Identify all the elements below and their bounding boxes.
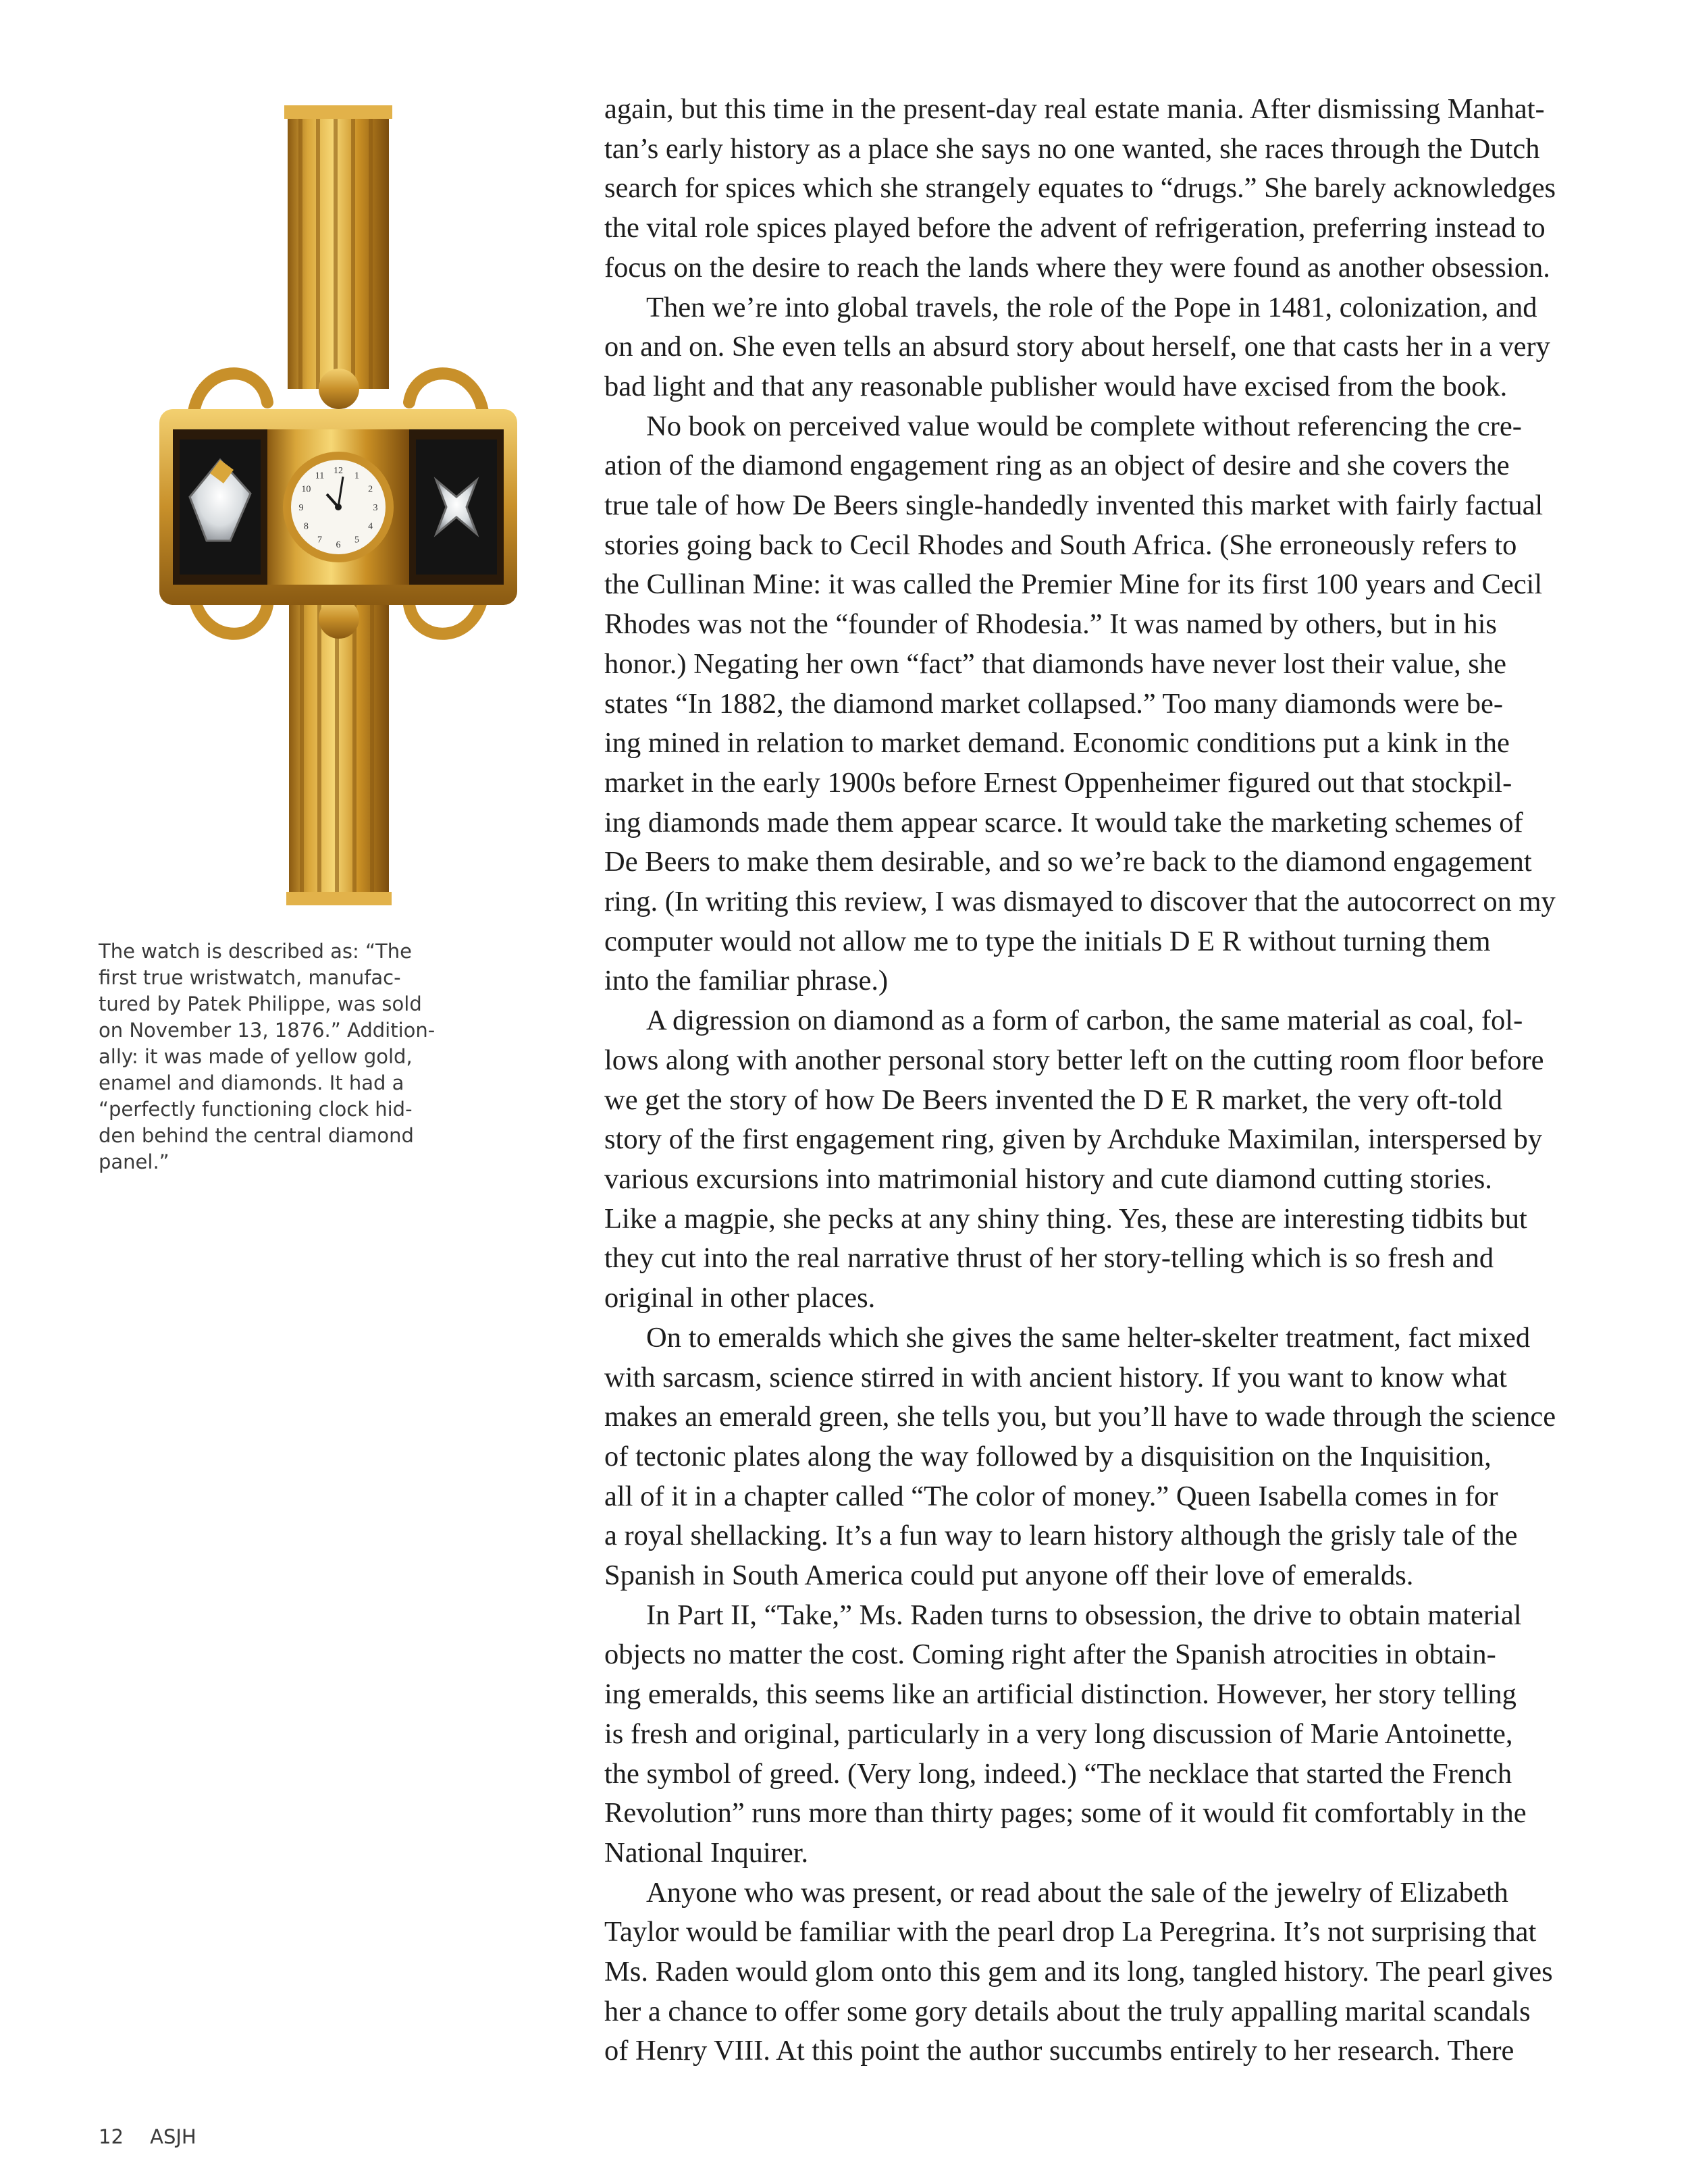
caption-line: The watch is described as: “The (99, 940, 412, 963)
body-line: bad light and that any reasonable publisher would have excised from the book. (604, 370, 1508, 402)
paragraph-first-line: Then we’re into global travels, the role of the Pope in 1481, colonization, and (646, 291, 1537, 323)
body-line: again, but this time in the present-day real estate mania. After dismissing Manhat- (604, 93, 1545, 125)
body-line: tan’s early history as a place she says no one wanted, she races through the Dutch (604, 132, 1540, 165)
body-line: computer would not allow me to type the initials D E R without turning them (604, 925, 1491, 957)
body-line: Ms. Raden would glom onto this gem and its long, tangled history. The pearl gives (604, 1956, 1553, 1988)
body-line: of tectonic plates along the way followed by a disquisition on the Inquisition, (604, 1440, 1492, 1472)
body-line: stories going back to Cecil Rhodes and South Africa. (She erroneously refers to (604, 529, 1517, 561)
paragraph-first-line: In Part II, “Take,” Ms. Raden turns to obsession, the drive to obtain material (646, 1599, 1522, 1631)
body-line: market in the early 1900s before Ernest Oppenheimer figured out that stockpil- (604, 766, 1512, 799)
caption-line: panel.” (99, 1150, 169, 1173)
body-line: all of it in a chapter called “The color of money.” Queen Isabella comes in for (604, 1480, 1498, 1512)
caption-line: first true wristwatch, manufac- (99, 966, 401, 989)
bracelet-upper (284, 105, 392, 389)
review-body-text (604, 90, 1604, 2071)
dial-numeral: 2 (368, 484, 373, 495)
body-line: the symbol of greed. (Very long, indeed.) “The necklace that started the French (604, 1757, 1512, 1790)
caption-line: ally: it was made of yellow gold, (99, 1045, 413, 1068)
body-line: lows along with another personal story better left on the cutting room floor before (604, 1044, 1544, 1076)
body-line: true tale of how De Beers single-handedly invented this market with fairly factual (604, 489, 1544, 522)
body-line: National Inquirer. (604, 1836, 809, 1869)
bracelet-lower (286, 605, 392, 905)
dial-numeral: 11 (315, 471, 325, 481)
body-line: into the familiar phrase.) (604, 965, 889, 997)
body-line: we get the story of how De Beers invented the D E R market, the very oft-told (604, 1084, 1503, 1116)
dial-numeral: 5 (354, 535, 359, 545)
caption-line: enamel and diamonds. It had a (99, 1071, 404, 1094)
body-line: story of the first engagement ring, given by Archduke Maximilan, interspersed by (604, 1123, 1543, 1156)
body-line: of Henry VIII. At this point the author succumbs entirely to her research. There (604, 2035, 1514, 2067)
dial-numeral: 3 (373, 503, 378, 513)
caption-line: on November 13, 1876.” Addition- (99, 1019, 436, 1042)
dial-numeral: 7 (317, 535, 322, 545)
dial-numeral: 4 (368, 521, 373, 532)
body-line: objects no matter the cost. Coming right after the Spanish atrocities in obtain- (604, 1639, 1496, 1671)
page-number: 12 (99, 2125, 124, 2148)
body-line: search for spices which she strangely equates to “drugs.” She barely acknowledges (604, 172, 1556, 205)
body-line: her a chance to offer some gory details about the truly appalling marital scandals (604, 1995, 1531, 2027)
dial-numeral: 12 (334, 466, 343, 476)
body-line: Revolution” runs more than thirty pages; some of it would fit comfortably in the (604, 1797, 1527, 1830)
body-line: De Beers to make them desirable, and so we’re back to the diamond engagement (604, 846, 1532, 878)
body-line: Taylor would be familiar with the pearl drop La Peregrina. It’s not surprising that (604, 1916, 1537, 1948)
page-footer (99, 2125, 196, 2148)
body-line: Spanish in South America could put anyone off their love of emeralds. (604, 1560, 1414, 1592)
body-line: they cut into the real narrative thrust of her story-telling which is so fresh and (604, 1242, 1494, 1275)
body-line: original in other places. (604, 1282, 876, 1314)
paragraph-first-line: On to emeralds which she gives the same helter-skelter treatment, fact mixed (646, 1321, 1531, 1354)
body-line: ing emeralds, this seems like an artificial distinction. However, her story telling (604, 1678, 1516, 1711)
body-line: Like a magpie, she pecks at any shiny thing. Yes, these are interesting tidbits but (604, 1202, 1527, 1235)
body-line: Rhodes was not the “founder of Rhodesia.” It was named by others, but in his (604, 608, 1497, 641)
dial-numeral: 10 (301, 484, 311, 495)
body-line: the Cullinan Mine: it was called the Premier Mine for its first 100 years and Cecil (604, 568, 1543, 601)
body-line: makes an emerald green, she tells you, but you’ll have to wade through the science (604, 1401, 1556, 1433)
photo-caption (99, 938, 477, 1175)
watch-photo (99, 92, 566, 915)
body-line: on and on. She even tells an absurd story about herself, one that casts her in a very (604, 331, 1550, 363)
body-line: ing diamonds made them appear scarce. It would take the marketing schemes of (604, 806, 1523, 838)
body-line: a royal shellacking. It’s a fun way to learn history although the grisly tale of the (604, 1520, 1518, 1552)
paragraph-first-line: Anyone who was present, or read about the sale of the jewelry of Elizabeth (646, 1876, 1508, 1909)
paragraph-first-line: A digression on diamond as a form of carbon, the same material as coal, fol- (646, 1005, 1523, 1037)
body-line: ring. (In writing this review, I was dismayed to discover that the autocorrect on my (604, 886, 1556, 918)
body-line: various excursions into matrimonial history and cute diamond cutting stories. (604, 1163, 1492, 1195)
caption-line: den behind the central diamond (99, 1124, 414, 1147)
dial-numeral: 8 (303, 521, 309, 532)
body-line: with sarcasm, science stirred in with ancient history. If you want to know what (604, 1361, 1507, 1393)
body-line: is fresh and original, particularly in a very long discussion of Marie Antoinette, (604, 1717, 1513, 1750)
caption-line: “perfectly functioning clock hid- (99, 1098, 413, 1121)
paragraph-first-line: No book on perceived value would be complete without referencing the cre- (646, 410, 1522, 442)
dial-numeral: 6 (336, 540, 341, 550)
body-line: ation of the diamond engagement ring as an object of desire and she covers the (604, 450, 1510, 482)
body-line: the vital role spices played before the advent of refrigeration, preferring instead to (604, 212, 1546, 244)
right-diamond-panel (416, 440, 497, 575)
body-line: states “In 1882, the diamond market collapsed.” Too many diamonds were be- (604, 687, 1504, 720)
publication-name: ASJH (150, 2125, 196, 2148)
caption-line: tured by Patek Philippe, was sold (99, 992, 422, 1015)
dial-numeral: 9 (298, 503, 304, 513)
dial-numeral: 1 (354, 471, 359, 481)
body-line: ing mined in relation to market demand. Economic conditions put a kink in the (604, 727, 1510, 760)
body-line: focus on the desire to reach the lands where they were found as another obsession. (604, 251, 1550, 284)
body-line: honor.) Negating her own “fact” that diamonds have never lost their value, she (604, 647, 1506, 680)
left-diamond-panel (180, 440, 261, 575)
